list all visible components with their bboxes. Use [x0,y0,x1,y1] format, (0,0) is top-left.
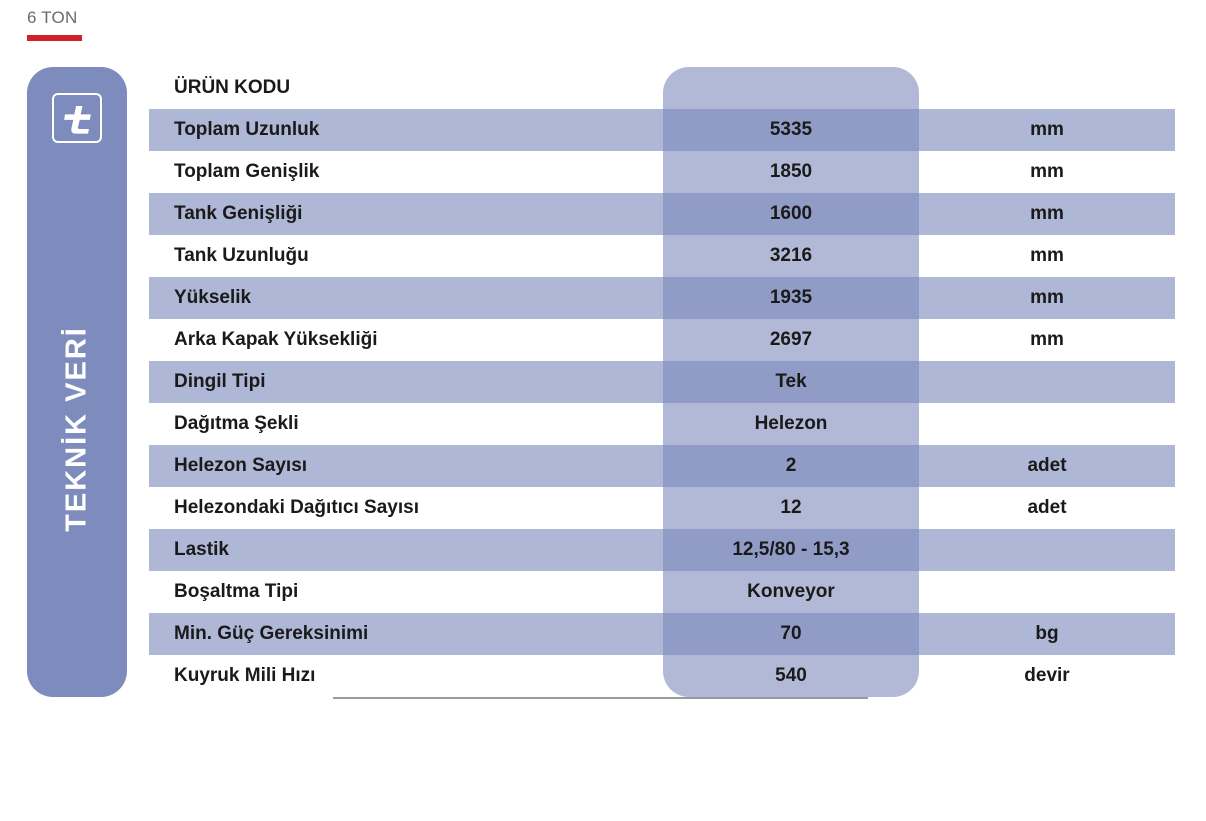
row-unit: mm [1030,245,1064,266]
header-label: ÜRÜN KODU [174,77,291,98]
row-value: 2 [785,455,797,476]
table-row [149,151,1175,193]
table-row [149,277,1175,319]
table-row [149,403,1175,445]
row-value: Helezon [754,413,828,434]
row-unit: mm [1030,287,1064,308]
row-label: Helezondaki Dağıtıcı Sayısı [174,497,419,518]
page-tab-6-ton[interactable]: 6 TON [27,8,78,27]
row-label: Dingil Tipi [174,371,266,392]
table-row [149,487,1175,529]
row-label: Tank Genişliği [174,203,303,224]
table-row [149,529,1175,571]
row-unit: mm [1030,329,1064,350]
row-value: 3216 [769,245,813,266]
table-row [149,109,1175,151]
row-value: 70 [780,623,802,644]
table-row [149,613,1175,655]
row-value: 12 [780,497,802,518]
row-label: Yükselik [174,287,252,308]
row-label: Lastik [174,539,229,560]
row-label: Toplam Uzunluk [174,119,320,140]
row-unit: mm [1030,119,1064,140]
spec-table [149,67,1175,697]
row-value: 540 [775,665,807,686]
row-label: Toplam Genişlik [174,161,320,182]
side-panel-title: TEKNİK VERİ [60,326,93,532]
table-row [149,445,1175,487]
row-value: 1935 [769,287,813,308]
row-value: 5335 [769,119,813,140]
row-label: Arka Kapak Yüksekliği [174,329,378,350]
row-label: Boşaltma Tipi [174,581,299,602]
active-tab-underline [27,35,82,41]
table-row [149,361,1175,403]
row-value: 1600 [769,203,813,224]
table-row [149,319,1175,361]
row-value: Tek [775,371,807,392]
row-unit: bg [1035,623,1059,644]
row-value: 2697 [769,329,813,350]
row-label: Kuyruk Mili Hızı [174,665,316,686]
row-unit: adet [1027,455,1067,476]
table-row [149,655,1175,697]
table-row [149,235,1175,277]
table-row [149,193,1175,235]
row-label: Tank Uzunluğu [174,245,309,266]
brand-t-logo-icon [52,93,102,143]
bottom-divider [333,697,868,699]
row-unit: mm [1030,203,1064,224]
row-unit: devir [1024,665,1070,686]
table-row [149,571,1175,613]
row-label: Min. Güç Gereksinimi [174,623,369,644]
row-label: Dağıtma Şekli [174,413,299,434]
row-label: Helezon Sayısı [174,455,308,476]
row-value: 1850 [769,161,813,182]
side-panel [27,67,127,697]
row-value: 12,5/80 - 15,3 [732,539,850,560]
table-header-row [149,67,1175,109]
row-unit: mm [1030,161,1064,182]
row-unit: adet [1027,497,1067,518]
row-value: Konveyor [747,581,835,602]
